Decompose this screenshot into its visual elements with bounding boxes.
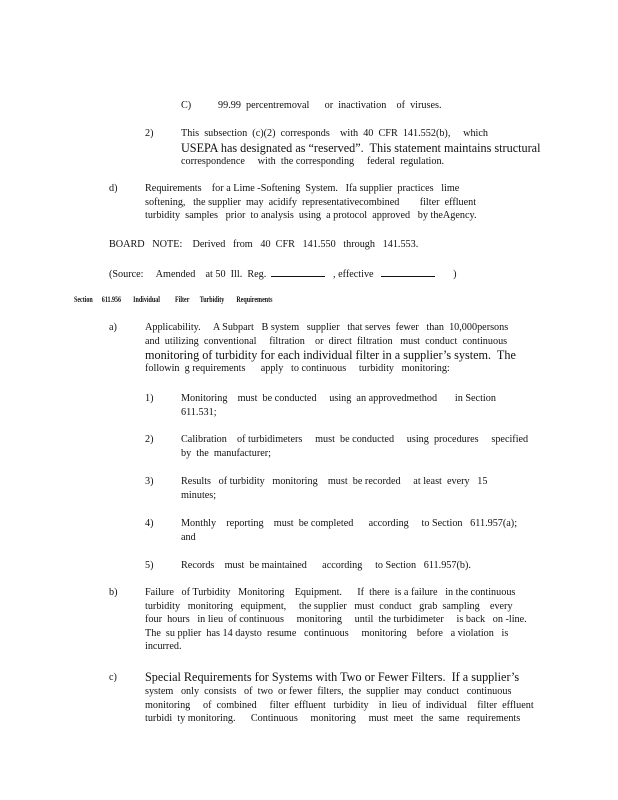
subitem-5-text	[181, 559, 471, 573]
subitem-3-line-2: minutes;	[181, 489, 217, 501]
item-b-line-3: four hours in lieu of continuous monitoring until the turbidimeter is back on -line.	[145, 614, 527, 626]
source-blank-1	[271, 266, 325, 277]
subitem-1-marker: 1)	[145, 393, 154, 404]
subitem-4-text	[181, 517, 517, 544]
subitem-3-line-1: Results of turbidity monitoring must be recorded at least every 15	[181, 476, 488, 487]
item-b-line-2: turbidity monitoring equipment, the supplier must conduct grab sampling every	[145, 600, 513, 612]
subitem-5-line-1: Records must be maintained according to Section 611.957(b).	[181, 560, 471, 571]
source-prefix: (Source: Amended at 50 Ill. Reg.	[109, 269, 267, 280]
subitem-2-line-2: by the manufacturer;	[181, 447, 271, 459]
item-c2-line-2: system only consists of two or fewer filters, the supplier may conduct continuous	[145, 686, 512, 697]
item-d-line-2: softening, the supplier may acidify representativecombined filter effluent	[145, 196, 477, 208]
subitem-1-line-1: Monitoring must be conducted using an approvedmethod in Section	[181, 393, 496, 404]
item-b-line-5: incurred.	[145, 641, 182, 653]
item-a-line-1: Applicability. A Subpart B system supplier that serves fewer than 10,000persons	[145, 322, 509, 333]
board-note	[109, 238, 418, 252]
subitem-4-marker: 4)	[145, 518, 154, 529]
subitem-2-text	[181, 433, 528, 460]
section-heading: Section 611.956 Individual Filter Turbidity Requirements	[74, 295, 273, 304]
subitem-1-line-2: 611.531;	[181, 406, 217, 418]
item-a-text	[145, 321, 516, 376]
item-c2-line-3: monitoring of combined filter effluent turbidity in lieu of individual filter effluent	[145, 699, 534, 711]
item-2-marker: 2)	[145, 128, 154, 139]
item-c-line: 99.99 percentremoval or inactivation of viruses.	[218, 100, 442, 111]
subitem-1-text	[181, 392, 496, 419]
item-a-line-3: monitoring of turbidity for each individual filter in a supplier’s system. The	[145, 348, 516, 363]
item-d-line-3: turbidity samples prior to analysis using a protocol approved by theAgency.	[145, 210, 477, 222]
subitem-3-marker: 3)	[145, 476, 154, 487]
item-b-line-1: Failure of Turbidity Monitoring Equipment. If there is a failure in the continuous	[145, 587, 516, 598]
item-2-line-2: USEPA has designated as “reserved”. This statement maintains structural	[181, 140, 541, 155]
item-c2-line-1: Special Requirements for Systems with Two or Fewer Filters. If a supplier’s	[145, 670, 520, 684]
subitem-2-line-1: Calibration of turbidimeters must be conducted using procedures specified	[181, 434, 529, 445]
item-d-line-1: Requirements for a Lime -Softening System. Ifa supplier practices lime	[145, 183, 460, 194]
item-d-text	[145, 182, 477, 223]
item-2-line-1: This subsection (c)(2) corresponds with 40 CFR 141.552(b), which	[181, 128, 489, 139]
item-a-line-4: followin g requirements apply to continuous turbidity monitoring:	[145, 363, 450, 375]
source-blank-2	[381, 266, 435, 277]
item-2-line-3: correspondence with the corresponding federal regulation.	[181, 155, 445, 167]
source-suffix: )	[453, 269, 457, 280]
subitem-4-line-1: Monthly reporting must be completed according to Section 611.957(a);	[181, 518, 518, 529]
item-b-line-4: The su pplier has 14 daysto resume continuous monitoring before a violation is	[145, 627, 509, 639]
item-c-text	[218, 99, 442, 113]
item-2-text	[181, 127, 540, 168]
subitem-4-line-2: and	[181, 531, 196, 543]
item-c2-line-4: turbidi ty monitoring. Continuous monitoring must meet the same requirements	[145, 713, 521, 725]
item-d-marker: d)	[109, 183, 118, 194]
item-b-text	[145, 586, 527, 654]
item-c2-text	[145, 669, 534, 726]
subitem-2-marker: 2)	[145, 434, 154, 445]
item-a-marker: a)	[109, 322, 117, 333]
item-c2-marker: c)	[109, 672, 117, 683]
item-a-line-2: and utilizing conventional filtration or direct filtration must conduct continuous	[145, 335, 508, 347]
item-b-marker: b)	[109, 587, 118, 598]
source-note	[109, 266, 456, 282]
board-note-text: BOARD NOTE: Derived from 40 CFR 141.550 through 141.553.	[109, 239, 419, 250]
subitem-3-text	[181, 475, 487, 502]
subitem-5-marker: 5)	[145, 560, 154, 571]
item-c-marker: C)	[181, 100, 192, 111]
source-effective: , effective	[333, 269, 374, 280]
